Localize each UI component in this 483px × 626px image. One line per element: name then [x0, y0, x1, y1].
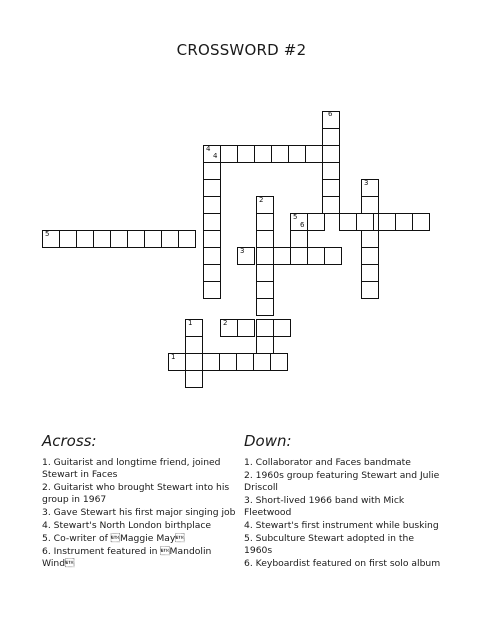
grid-number: 1 — [188, 319, 193, 327]
grid-cell[interactable] — [203, 179, 221, 197]
grid-cell[interactable] — [59, 230, 77, 248]
grid-number: 4 — [206, 145, 211, 153]
grid-cell[interactable] — [237, 145, 255, 163]
grid-number: 3 — [240, 247, 245, 255]
grid-number: 4 — [213, 152, 218, 160]
grid-cell[interactable] — [322, 162, 340, 180]
grid-cell[interactable] — [178, 230, 196, 248]
across-heading: Across: — [42, 432, 97, 450]
down-clue: 3. Short-lived 1966 band with Mick Fleetwood — [244, 495, 405, 518]
across-clue: 1. Guitarist and longtime friend, joined Stewart in Faces — [42, 457, 221, 480]
grid-number: 5 — [293, 213, 298, 221]
grid-cell[interactable] — [161, 230, 179, 248]
grid-cell[interactable] — [237, 319, 255, 337]
grid-cell[interactable] — [236, 353, 254, 371]
grid-cell[interactable] — [203, 247, 221, 265]
grid-cell[interactable] — [127, 230, 145, 248]
grid-cell[interactable] — [361, 264, 379, 282]
page-title: CROSSWORD #2 — [176, 41, 307, 59]
down-clue: 4. Stewart's first instrument while busking — [244, 520, 439, 531]
grid-cell[interactable] — [412, 213, 430, 231]
grid-cell[interactable] — [203, 230, 221, 248]
grid-cell[interactable] — [220, 145, 238, 163]
grid-number: 5 — [45, 230, 50, 238]
grid-cell[interactable] — [203, 264, 221, 282]
grid-cell[interactable] — [324, 247, 342, 265]
grid-cell[interactable] — [356, 213, 374, 231]
across-clue: 2. Guitarist who brought Stewart into his group in 1967 — [42, 482, 230, 505]
across-clue: 5. Co-writer of Maggie May — [42, 533, 185, 544]
across-clue: 4. Stewart's North London birthplace — [42, 520, 212, 531]
grid-cell[interactable] — [203, 281, 221, 299]
across-clues — [42, 432, 242, 571]
grid-cell[interactable] — [256, 264, 274, 282]
grid-cell[interactable] — [322, 128, 340, 146]
grid-cell[interactable] — [185, 370, 203, 388]
grid-cell[interactable] — [256, 336, 274, 354]
down-clue: 2. 1960s group featuring Stewart and Julie Driscoll — [244, 470, 440, 493]
grid-cell[interactable] — [290, 247, 308, 265]
grid-cell[interactable] — [93, 230, 111, 248]
grid-cell[interactable] — [254, 145, 272, 163]
grid-cell[interactable] — [290, 230, 308, 248]
grid-number: 3 — [364, 179, 369, 187]
grid-cell[interactable] — [361, 196, 379, 214]
down-clue: 6. Keyboardist featured on first solo album — [244, 558, 441, 569]
grid-cell[interactable] — [202, 353, 220, 371]
grid-cell[interactable] — [256, 230, 274, 248]
grid-number: 6 — [328, 110, 333, 118]
grid-number: 2 — [259, 196, 264, 204]
down-heading: Down: — [244, 432, 292, 450]
across-clue: 3. Gave Stewart his first major singing job — [42, 507, 236, 518]
grid-cell[interactable] — [256, 247, 274, 265]
grid-cell[interactable] — [253, 353, 271, 371]
across-clue: 6. Instrument featured in Mandolin Wind — [42, 546, 212, 569]
grid-cell[interactable] — [395, 213, 413, 231]
grid-cell[interactable] — [273, 247, 291, 265]
grid-cell[interactable] — [288, 145, 306, 163]
grid-cell[interactable] — [256, 298, 274, 316]
grid-cell[interactable] — [203, 196, 221, 214]
grid-cell[interactable] — [110, 230, 128, 248]
grid-cell[interactable] — [361, 247, 379, 265]
grid-cell[interactable] — [271, 145, 289, 163]
grid-cell[interactable] — [307, 213, 325, 231]
grid-cell[interactable] — [256, 319, 274, 337]
grid-cell[interactable] — [256, 213, 274, 231]
grid-number: 2 — [223, 319, 228, 327]
grid-cell[interactable] — [219, 353, 237, 371]
down-clues — [244, 432, 444, 571]
grid-cell[interactable] — [144, 230, 162, 248]
down-clue: 5. Subculture Stewart adopted in the 1960s — [244, 533, 414, 556]
grid-number: 6 — [300, 221, 305, 229]
grid-cell[interactable] — [270, 353, 288, 371]
grid-cell[interactable] — [203, 213, 221, 231]
grid-cell[interactable] — [322, 179, 340, 197]
grid-cell[interactable] — [322, 145, 340, 163]
grid-cell[interactable] — [361, 281, 379, 299]
grid-cell[interactable] — [361, 230, 379, 248]
grid-cell[interactable] — [322, 196, 340, 214]
grid-cell[interactable] — [307, 247, 325, 265]
grid-cell[interactable] — [305, 145, 323, 163]
grid-cell[interactable] — [378, 213, 396, 231]
grid-cell[interactable] — [76, 230, 94, 248]
grid-cell[interactable] — [203, 162, 221, 180]
grid-cell[interactable] — [339, 213, 357, 231]
grid-cell[interactable] — [185, 353, 203, 371]
grid-cell[interactable] — [256, 281, 274, 299]
grid-cell[interactable] — [185, 336, 203, 354]
down-clue: 1. Collaborator and Faces bandmate — [244, 457, 411, 468]
grid-number: 1 — [171, 353, 176, 361]
grid-cell[interactable] — [273, 319, 291, 337]
